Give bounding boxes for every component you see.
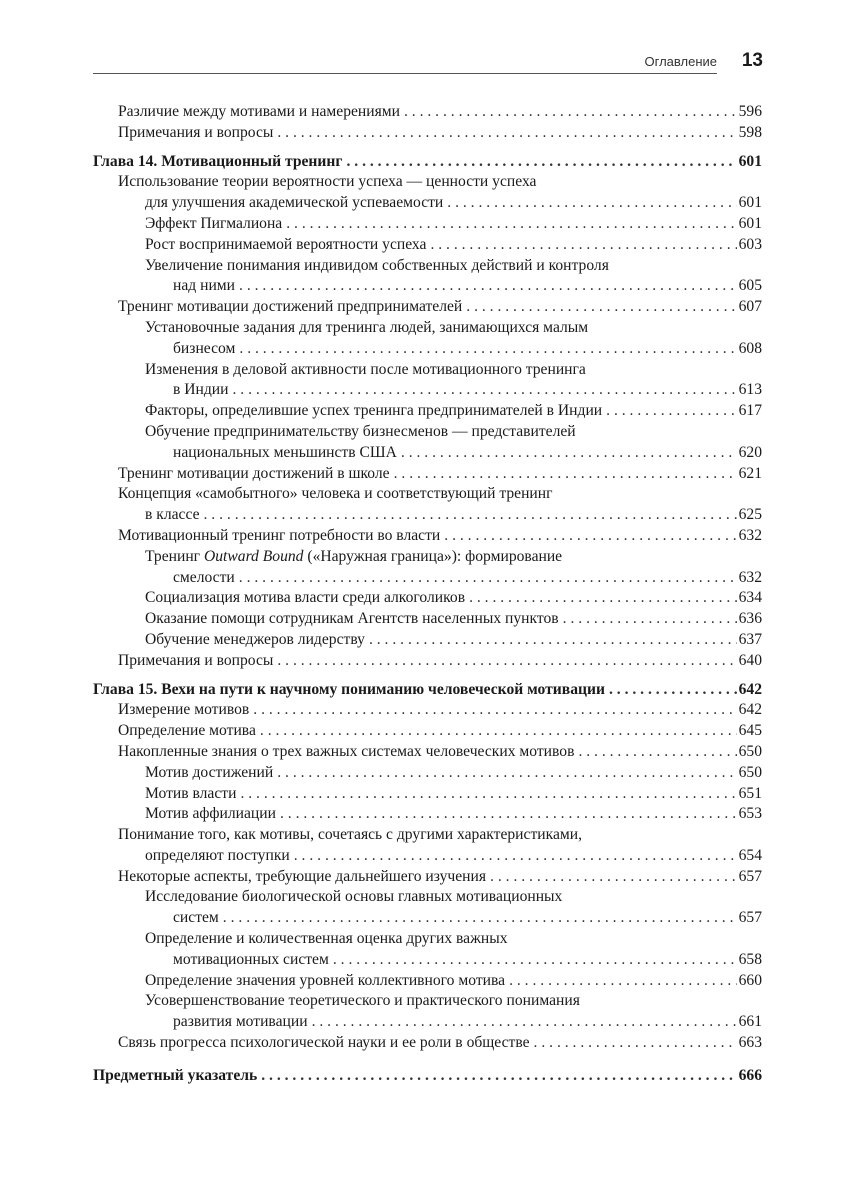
toc-entry[interactable]: Различие между мотивами и намерениями . . . 596 (93, 102, 762, 123)
toc-entry[interactable]: Изменения в деловой активности после мотивационного тренинга в Индии . . . 613 (93, 360, 762, 402)
toc-entry[interactable]: Мотив аффилиации . . . 653 (93, 804, 762, 825)
leader-dots (277, 651, 736, 672)
toc-entry[interactable]: Рост воспринимаемой вероятности успеха . . . 603 (93, 235, 762, 256)
toc-entry[interactable]: Определение и количественная оценка других важных мотивационных систем . . . 658 (93, 929, 762, 971)
leader-dots (294, 846, 737, 867)
toc-entry[interactable]: Примечания и вопросы . . . 598 (93, 123, 762, 144)
toc-chapter-14[interactable]: Глава 14. Мотивационный тренинг . . . 601 (93, 152, 762, 173)
leader-dots (606, 401, 736, 422)
toc-entry[interactable]: Концепция «самобытного» человека и соответствующий тренинг в классе . . . 625 (93, 484, 762, 526)
leader-dots (260, 721, 737, 742)
leader-dots (578, 742, 736, 763)
toc-entry[interactable]: Использование теории вероятности успеха — ценности успеха для улучшения академической успеваемости . . . 601 (93, 172, 762, 214)
toc-entry[interactable]: Мотив достижений . . . 650 (93, 763, 762, 784)
running-header (93, 50, 763, 76)
leader-dots (404, 102, 737, 123)
toc-entry[interactable]: Определение мотива . . . 645 (93, 721, 762, 742)
leader-dots (261, 1066, 736, 1087)
leader-dots (239, 339, 736, 360)
toc-entry[interactable]: Увеличение понимания индивидом собственных действий и контроля над ними . . . 605 (93, 256, 762, 298)
toc-entry[interactable]: Тренинг Outward Bound («Наружная граница»): формирование смелости . . . 632 (93, 547, 762, 589)
header-rule (93, 73, 717, 74)
toc-chapter-15[interactable]: Глава 15. Вехи на пути к научному пониманию человеческой мотивации . . . 642 (93, 680, 762, 701)
leader-dots (233, 380, 737, 401)
toc-entry[interactable]: Связь прогресса психологической науки и ее роли в обществе . . . 663 (93, 1033, 762, 1054)
toc-entry[interactable]: Тренинг мотивации достижений в школе . . . 621 (93, 464, 762, 485)
leader-dots (280, 804, 737, 825)
leader-dots (286, 214, 736, 235)
leader-dots (240, 784, 736, 805)
table-of-contents (93, 102, 762, 1087)
leader-dots (534, 1033, 737, 1054)
header-page-number: 13 (741, 50, 763, 71)
toc-entry[interactable]: Факторы, определившие успех тренинга предпринимателей в Индии . . . 617 (93, 401, 762, 422)
toc-entry[interactable]: Понимание того, как мотивы, сочетаясь с другими характеристиками, определяют поступки . . . 654 (93, 825, 762, 867)
leader-dots (469, 588, 737, 609)
leader-dots (204, 505, 737, 526)
leader-dots (223, 908, 737, 929)
toc-entry[interactable]: Оказание помощи сотрудникам Агентств населенных пунктов . . . 636 (93, 609, 762, 630)
leader-dots (430, 235, 736, 256)
toc-entry[interactable]: Накопленные знания о трех важных системах человеческих мотивов . . . 650 (93, 742, 762, 763)
toc-entry[interactable]: Установочные задания для тренинга людей, занимающихся малым бизнесом . . . 608 (93, 318, 762, 360)
toc-entry[interactable]: Мотивационный тренинг потребности во власти . . . 632 (93, 526, 762, 547)
leader-dots (333, 950, 737, 971)
leader-dots (312, 1012, 737, 1033)
leader-dots (609, 680, 737, 701)
leader-dots (401, 443, 737, 464)
leader-dots (253, 700, 736, 721)
toc-entry[interactable]: Обучение предпринимательству бизнесменов — представителей национальных меньшинств США . . . 620 (93, 422, 762, 464)
leader-dots (509, 971, 737, 992)
toc-entry[interactable]: Измерение мотивов . . . 642 (93, 700, 762, 721)
leader-dots (277, 123, 736, 144)
toc-entry[interactable]: Усовершенствование теоретического и практического понимания развития мотивации . . . 661 (93, 991, 762, 1033)
leader-dots (490, 867, 737, 888)
leader-dots (444, 526, 736, 547)
leader-dots (466, 297, 736, 318)
toc-entry[interactable]: Тренинг мотивации достижений предпринимателей . . . 607 (93, 297, 762, 318)
toc-entry[interactable]: Примечания и вопросы . . . 640 (93, 651, 762, 672)
leader-dots (563, 609, 737, 630)
toc-index[interactable]: Предметный указатель . . . 666 (93, 1066, 762, 1087)
toc-entry[interactable]: Некоторые аспекты, требующие дальнейшего изучения . . . 657 (93, 867, 762, 888)
leader-dots (346, 152, 736, 173)
toc-entry[interactable]: Эффект Пигмалиона . . . 601 (93, 214, 762, 235)
toc-entry[interactable]: Определение значения уровней коллективного мотива . . . 660 (93, 971, 762, 992)
toc-entry[interactable]: Социализация мотива власти среди алкоголиков . . . 634 (93, 588, 762, 609)
leader-dots (394, 464, 737, 485)
leader-dots (369, 630, 737, 651)
toc-entry[interactable]: Обучение менеджеров лидерству . . . 637 (93, 630, 762, 651)
toc-entry[interactable]: Исследование биологической основы главных мотивационных систем . . . 657 (93, 887, 762, 929)
leader-dots (239, 568, 737, 589)
leader-dots (277, 763, 736, 784)
leader-dots (239, 276, 737, 297)
leader-dots (447, 193, 736, 214)
toc-entry[interactable]: Мотив власти . . . 651 (93, 784, 762, 805)
header-section-title: Оглавление (644, 54, 717, 69)
